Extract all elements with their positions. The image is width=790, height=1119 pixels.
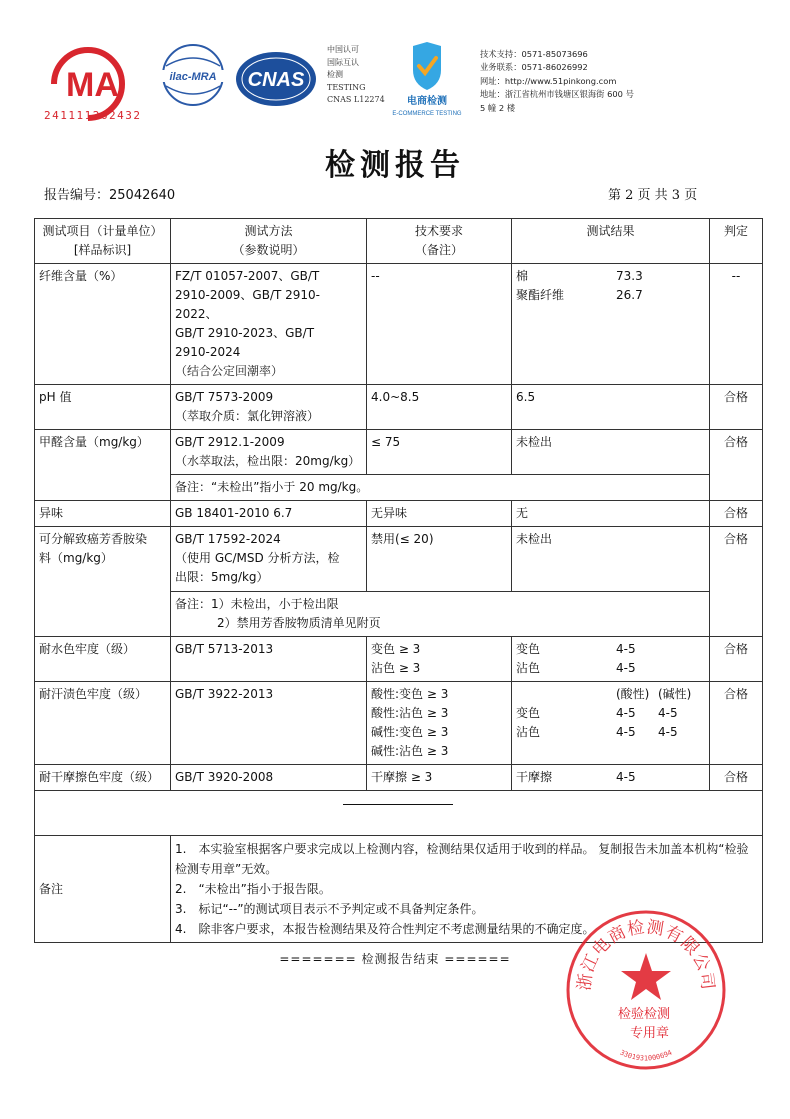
- blank-cell: [35, 791, 763, 836]
- item-cell: 耐干摩擦色牢度（级）: [35, 765, 171, 791]
- result-cell: 未检出: [512, 527, 710, 592]
- table-row-rub-fastness: [35, 765, 763, 791]
- judge-cell: 合格: [710, 682, 763, 765]
- contact-line: 业务联系：0571-86026992: [480, 62, 588, 73]
- judge-cell: 合格: [710, 385, 763, 430]
- result-cell: (酸性) (碱性) 变色 4-5 4-5 沾色 4-5 4-5: [512, 682, 710, 765]
- item-cell: 耐汗渍色牢度（级）: [35, 682, 171, 765]
- judge-cell: 合格: [710, 501, 763, 527]
- cnas-info-line: CNAS L12274: [327, 95, 385, 104]
- contact-info: [480, 48, 634, 115]
- table-row-water-fastness: [35, 637, 763, 682]
- header-result: 测试结果: [512, 219, 710, 264]
- result-cell: 棉 73.3 聚酯纤维 26.7: [512, 264, 710, 385]
- judge-cell: 合格: [710, 430, 763, 501]
- cnas-text: CNAS: [247, 69, 305, 91]
- method-cell: GB/T 2912.1-2009 （水萃取法，检出限：20mg/kg）: [171, 430, 367, 475]
- requirement-cell: 无异味: [367, 501, 512, 527]
- note-cell: 备注：1）未检出，小于检出限 2）禁用芳香胺物质清单见附页: [171, 592, 710, 637]
- table-row-odor: [35, 501, 763, 527]
- contact-line: 地址：浙江省杭州市钱塘区银海街 600 号: [480, 89, 634, 100]
- requirement-cell: 禁用(≤ 20): [367, 527, 512, 592]
- header-judge: 判定: [710, 219, 763, 264]
- item-cell: 可分解致癌芳香胺染 料（mg/kg）: [35, 527, 171, 637]
- result-cell: 6.5: [512, 385, 710, 430]
- note-cell: 备注：“未检出”指小于 20 mg/kg。: [171, 475, 710, 501]
- report-number-value: 25042640: [109, 188, 176, 203]
- remarks-label: 备注: [35, 836, 171, 943]
- cnas-logo: [234, 50, 318, 108]
- page-indicator: 第 2 页 共 3 页: [608, 188, 698, 203]
- svg-text:MA: MA: [66, 66, 119, 104]
- seal-number: 3301931000694: [618, 1048, 674, 1063]
- ec-logo-sub: E-COMMERCE TESTING: [392, 111, 462, 117]
- judge-cell: --: [710, 264, 763, 385]
- table-row-formaldehyde: [35, 430, 763, 475]
- table-header-row: [35, 219, 763, 264]
- result-cell: 变色 4-5 沾色 4-5: [512, 637, 710, 682]
- contact-line: 5 幢 2 楼: [480, 102, 516, 113]
- cnas-info-line: 国际互认: [327, 57, 359, 67]
- cma-number: 241111262432: [44, 109, 142, 122]
- cnas-info-line: 检测: [327, 70, 343, 79]
- remark-item: 1. 本实验室根据客户要求完成以上检测内容，检测结果仅适用于收到的样品。 复制报告未加盖本机构“检验检测专用章”无效。: [175, 842, 749, 876]
- result-cell: 未检出: [512, 430, 710, 475]
- header-requirement: 技术要求 （备注）: [367, 219, 512, 264]
- result-cell: 无: [512, 501, 710, 527]
- judge-cell: 合格: [710, 765, 763, 791]
- method-cell: GB/T 17592-2024 （使用 GC/MSD 分析方法，检 出限：5mg/kg）: [171, 527, 367, 592]
- seal-text-line2: 专用章: [630, 1026, 670, 1041]
- header-item: 测试项目（计量单位） [样品标识]: [35, 219, 171, 264]
- method-cell: GB/T 7573-2009 （萃取介质：氯化钾溶液）: [171, 385, 367, 430]
- table-row-azo: [35, 527, 763, 592]
- table-row-ph: [35, 385, 763, 430]
- report-title: 检测报告: [325, 148, 465, 183]
- requirement-cell: 4.0~8.5: [367, 385, 512, 430]
- remark-item: 3. 标记“--”的测试项目表示不予判定或不具备判定条件。: [175, 902, 484, 916]
- item-cell: pH 值: [35, 385, 171, 430]
- seal-text-line1: 检验检测: [618, 1007, 671, 1022]
- requirement-cell: 干摩擦 ≥ 3: [367, 765, 512, 791]
- cnas-info-line: 中国认可: [327, 45, 359, 54]
- contact-line: 技术支持：0571-85073696: [480, 49, 588, 59]
- item-cell: 纤维含量（%）: [35, 264, 171, 385]
- header-method: 测试方法 （参数说明）: [171, 219, 367, 264]
- table-row-blank: [35, 791, 763, 836]
- ilac-mra-logo: [158, 42, 228, 108]
- cnas-info-line: TESTING: [327, 82, 366, 92]
- item-cell: 甲醛含量（mg/kg）: [35, 430, 171, 501]
- requirement-cell: ≤ 75: [367, 430, 512, 475]
- method-cell: GB 18401-2010 6.7: [171, 501, 367, 527]
- item-cell: 耐水色牢度（级）: [35, 637, 171, 682]
- result-cell: 干摩擦 4-5: [512, 765, 710, 791]
- judge-cell: 合格: [710, 527, 763, 637]
- remark-item: 4. 除非客户要求，本报告检测结果及符合性判定不考虑测量结果的不确定度。: [175, 922, 595, 936]
- report-number-label: 报告编号：: [44, 188, 110, 203]
- report-end-marker: ======= 检测报告结束 ======: [279, 952, 511, 966]
- ecommerce-testing-logo: [387, 40, 467, 118]
- method-cell: GB/T 3922-2013: [171, 682, 367, 765]
- seal-ring-text: 浙江电商检测有限公司: [574, 917, 718, 992]
- requirement-cell: 酸性:变色 ≥ 3 酸性:沾色 ≥ 3 碱性:变色 ≥ 3 碱性:沾色 ≥ 3: [367, 682, 512, 765]
- judge-cell: 合格: [710, 637, 763, 682]
- requirement-cell: --: [367, 264, 512, 385]
- item-cell: 异味: [35, 501, 171, 527]
- remark-item: 2. “未检出”指小于报告限。: [175, 882, 331, 896]
- official-seal: [563, 907, 729, 1073]
- ilac-text: ilac-MRA: [169, 71, 217, 83]
- cnas-info: [327, 44, 385, 107]
- method-cell: GB/T 3920-2008: [171, 765, 367, 791]
- method-cell: FZ/T 01057-2007、GB/T 2910-2009、GB/T 2910-2022、 GB/T 2910-2023、GB/T 2910-2024 （结合公定回潮率）: [171, 264, 367, 385]
- table-row-fiber: [35, 264, 763, 385]
- contact-line: 网址：http://www.51pinkong.com: [480, 75, 617, 86]
- ec-logo-text: 电商检测: [407, 96, 447, 107]
- requirement-cell: 变色 ≥ 3 沾色 ≥ 3: [367, 637, 512, 682]
- svg-text:3301931000694: [619, 1049, 674, 1063]
- test-results-table: [34, 218, 763, 943]
- table-row-sweat-fastness: [35, 682, 763, 765]
- report-number: [44, 184, 175, 203]
- method-cell: GB/T 5713-2013: [171, 637, 367, 682]
- divider: [343, 804, 453, 805]
